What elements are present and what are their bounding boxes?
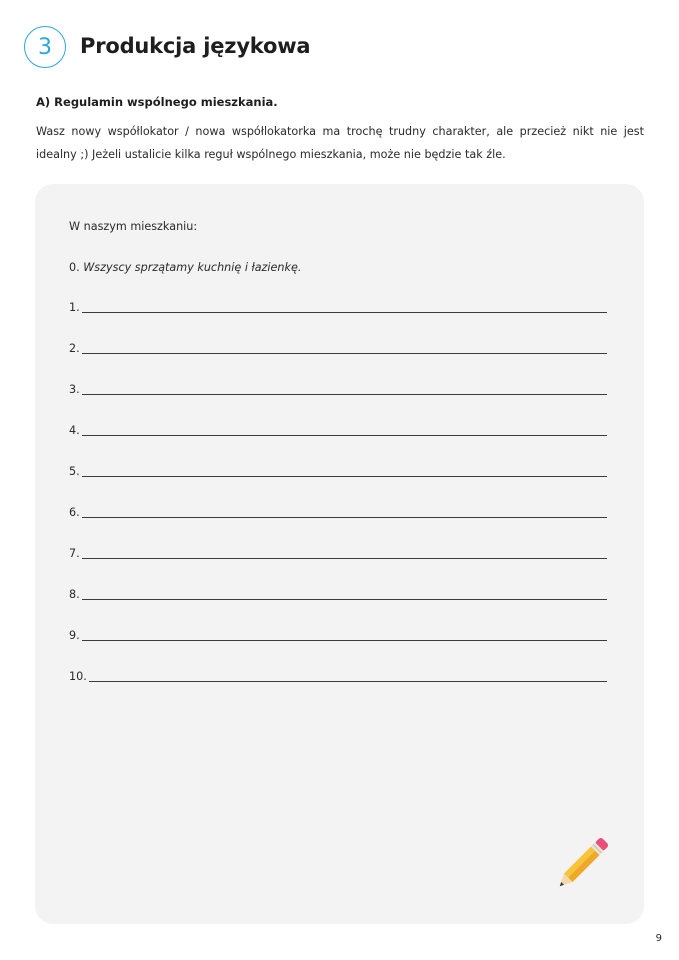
pencil-icon — [545, 829, 617, 901]
rule-number: 5. — [69, 465, 80, 478]
exercise-heading: A) Regulamin wspólnego mieszkania. — [36, 95, 278, 109]
rule-answer-blank[interactable] — [82, 628, 607, 641]
page-number: 9 — [655, 933, 662, 944]
section-title: Produkcja językowa — [80, 34, 311, 58]
exercise-intro: Wasz nowy współlokator / nowa współlokatorka ma trochę trudny charakter, ale przecież nikt nie jest idealny ;) Jeżeli ustalicie kilka reguł wspólnego mieszkania, może nie będzie tak źle. — [36, 125, 644, 161]
rule-answer-blank[interactable] — [82, 300, 607, 313]
rule-answer-blank[interactable] — [82, 546, 607, 559]
rule-line[interactable] — [69, 463, 607, 479]
rule-answer-blank[interactable] — [82, 464, 607, 477]
worksheet-heading: W naszym mieszkaniu: — [69, 220, 198, 233]
rule-answer-blank[interactable] — [82, 382, 607, 395]
rule-line[interactable] — [69, 299, 607, 315]
rule-number: 6. — [69, 506, 80, 519]
rule-number: 4. — [69, 424, 80, 437]
rule-answer-blank[interactable] — [89, 669, 607, 682]
rule-line[interactable] — [69, 545, 607, 561]
rule-line[interactable] — [69, 668, 607, 684]
rule-number: 10. — [69, 670, 87, 683]
rule-number: 7. — [69, 547, 80, 560]
rule-answer-blank[interactable] — [82, 423, 607, 436]
rule-line[interactable] — [69, 586, 607, 602]
rule-line[interactable] — [69, 381, 607, 397]
rule-answer-blank[interactable] — [82, 587, 607, 600]
rule-answer-blank[interactable] — [82, 341, 607, 354]
rule-answer-blank[interactable] — [82, 505, 607, 518]
rule-number: 2. — [69, 342, 80, 355]
section-number: 3 — [38, 34, 52, 60]
rule-number: 8. — [69, 588, 80, 601]
rule-number: 3. — [69, 383, 80, 396]
worksheet-panel — [35, 184, 644, 924]
rule-line[interactable] — [69, 340, 607, 356]
example-text: Wszyscy sprzątamy kuchnię i łazienkę. — [83, 261, 302, 274]
example-rule — [69, 261, 301, 274]
rule-line[interactable] — [69, 627, 607, 643]
rule-number: 9. — [69, 629, 80, 642]
rule-line[interactable] — [69, 504, 607, 520]
section-number-badge — [24, 26, 66, 68]
rule-line[interactable] — [69, 422, 607, 438]
rule-number: 1. — [69, 301, 80, 314]
example-number: 0. — [69, 261, 80, 274]
